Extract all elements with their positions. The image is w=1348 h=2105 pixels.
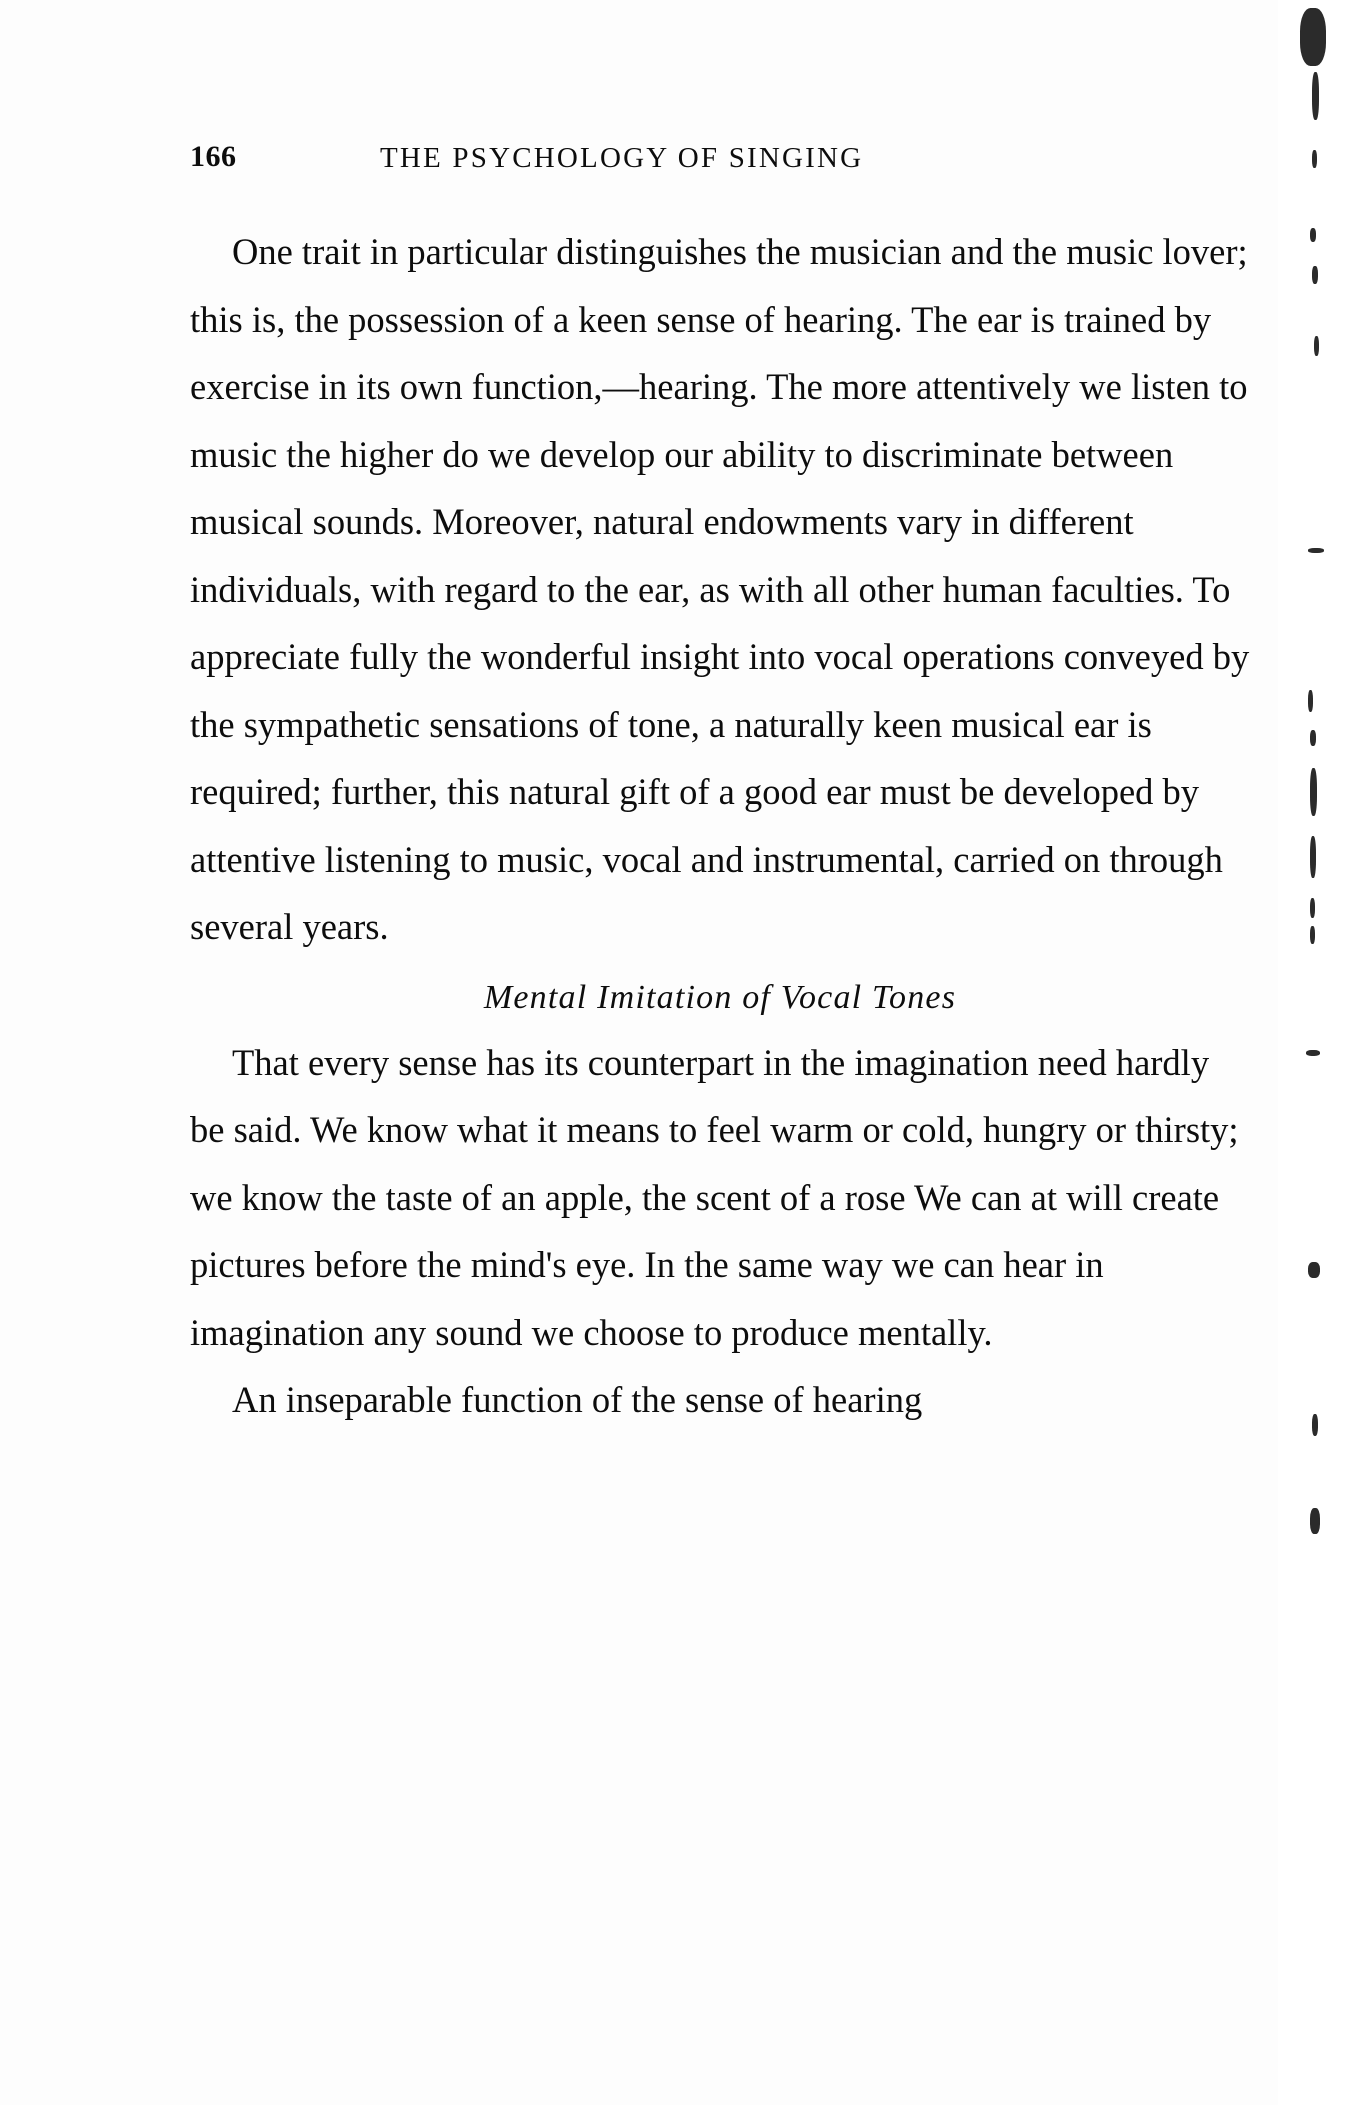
- body-text: [190, 218, 1250, 1434]
- paragraph-2: [190, 1029, 1250, 1367]
- paragraph-3: [190, 1366, 1250, 1434]
- scan-artifact: [1312, 72, 1319, 120]
- page-edge-gutter: [1278, 0, 1348, 2105]
- scan-artifact: [1310, 730, 1316, 746]
- scan-artifact: [1314, 336, 1319, 356]
- scan-artifact: [1306, 1050, 1320, 1056]
- scan-artifact: [1312, 1414, 1318, 1436]
- scan-artifact: [1310, 768, 1317, 816]
- paragraph-block: [190, 218, 1250, 961]
- running-head-title: THE PSYCHOLOGY OF SINGING: [380, 142, 864, 174]
- scan-artifact: [1300, 8, 1326, 66]
- running-head: [190, 140, 1250, 180]
- scan-artifact: [1310, 836, 1316, 878]
- page-content: [150, 0, 1260, 2105]
- paragraph-block: [190, 1366, 1250, 1434]
- scan-artifact: [1310, 1508, 1320, 1534]
- paragraph-1: [190, 218, 1250, 961]
- scan-artifact: [1310, 898, 1315, 918]
- paragraph-3-text: An inseparable function of the sense of hearing: [232, 1379, 923, 1420]
- section-subheading: Mental Imitation of Vocal Tones: [483, 978, 957, 1016]
- scan-artifact: [1312, 150, 1317, 168]
- page-number: 166: [190, 140, 237, 173]
- paragraph-block: [190, 1029, 1250, 1367]
- scan-artifact: [1312, 266, 1318, 284]
- scan-artifact: [1308, 1262, 1320, 1278]
- scan-artifact: [1308, 548, 1324, 553]
- scan-artifact: [1308, 690, 1313, 712]
- scan-artifact: [1310, 926, 1315, 944]
- paragraph-2-text: That every sense has its counterpart in the imagination need hardly be said. We know what it means to feel warm or cold, hungry or thirsty; we know the taste of an apple, the scent of a rose We can at will create pictures before the mind's eye. In the same way we can hear in imagination any sound we choose to produce mentally.: [190, 1041, 1239, 1353]
- paragraph-1-text: One trait in particular distinguishes the musician and the music lover; this is, the possession of a keen sense of hearing. The ear is trained by exercise in its own function,—hearing. The more attentively we listen to music the higher do we develop our ability to discriminate between musical sounds. Moreover, natural endowments vary in different individuals, with regard to the ear, as with all other human faculties. To appreciate fully the wonderful insight into vocal operations conveyed by the sympathetic sensations of tone, a naturally keen musical ear is required; further, this natural gift of a good ear must be developed by attentive listening to music, vocal and instrumental, carried on through several years.: [190, 231, 1250, 947]
- scan-artifact: [1310, 228, 1316, 242]
